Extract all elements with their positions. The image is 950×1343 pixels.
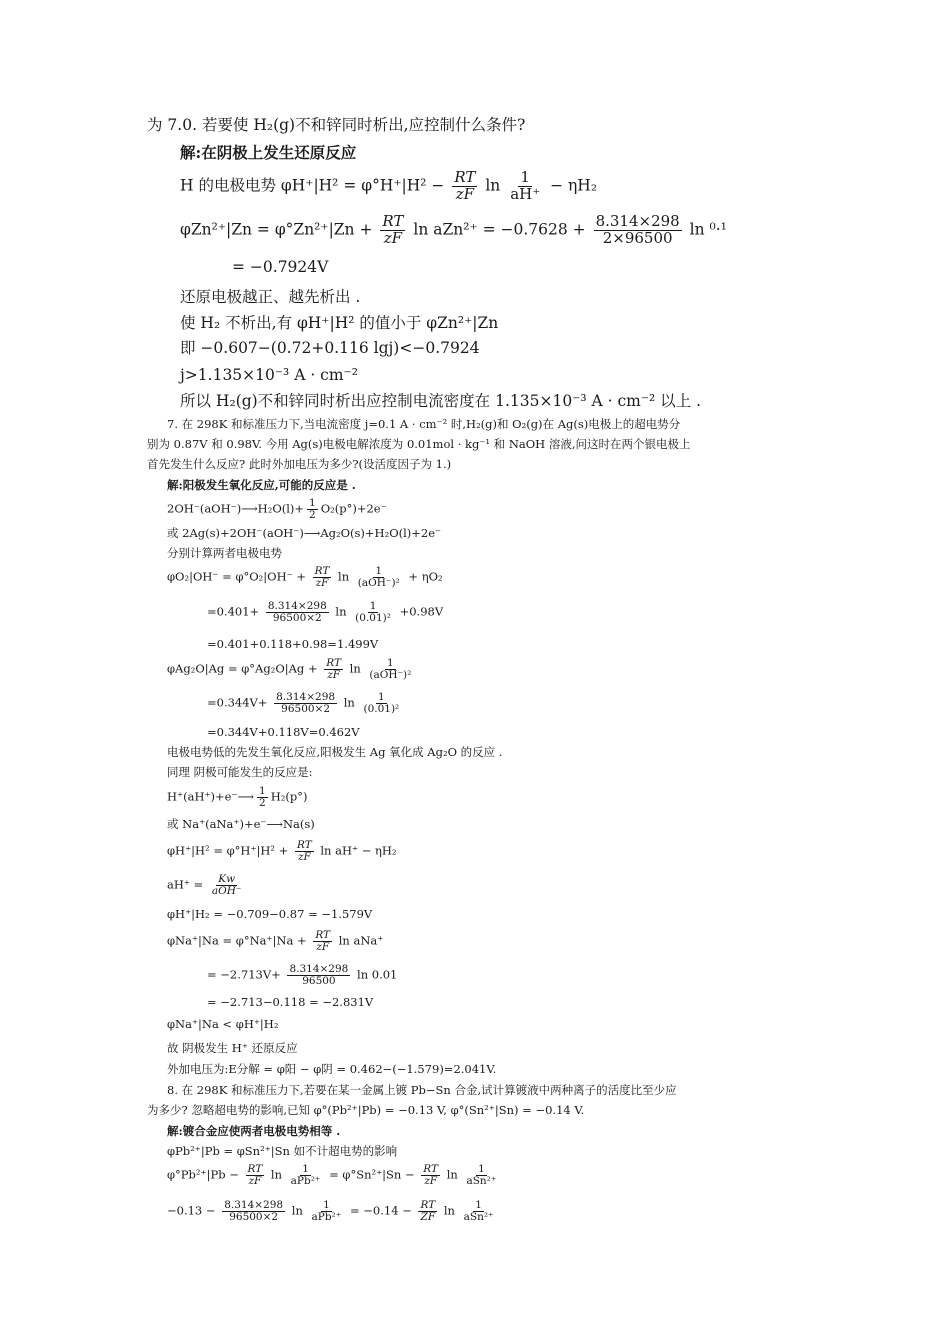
q8-nernst-equality: φ°Pb²⁺|Pb − $\frac{RT}{zF}$ ln $\frac{1}{\text{aPb²⁺}}$ = φ°Sn²⁺|Sn − $\frac{RT}{zF}$ ln $\frac{1}{\text{aSn²⁺}}$ [167, 1163, 497, 1188]
zn-potential-result: = −0.7924V [232, 258, 329, 276]
q7-cathode-reaction-2: 或 Na⁺(aNa⁺)+e⁻⟶Na(s) [167, 817, 315, 831]
q7-ag-potential: φAg₂O|Ag = φ°Ag₂O|Ag + $\frac{RT}{zF}$ ln $\frac{1}{\text{(aOH⁻)²}}$ [167, 657, 412, 682]
q8-numeric-equality: −0.13 − $\frac{8.314\times 298}{96500\times 2}$ ln $\frac{1}{\text{aPb²⁺}}$ = −0.14 − $\frac{RT}{ZF}$ ln $\frac{1}{\text{aSn²⁺}}$ [167, 1199, 494, 1224]
q7-potential-comparison: φNa⁺|Na < φH⁺|H₂ [167, 1017, 279, 1031]
q7-cathode-conclusion: 故 阴极发生 H⁺ 还原反应 [167, 1041, 298, 1055]
q7-o2-potential: φO₂|OH⁻ = φ°O₂|OH⁻ + $\frac{RT}{zF}$ ln $\frac{1}{\text{(aOH⁻)²}}$ + ηO₂ [167, 565, 443, 590]
q7-text-line-1: 7. 在 298K 和标准压力下,当电流密度 j=0.1 A · cm⁻² 时,H₂(g)和 O₂(g)在 Ag(s)电极上的超电势分 [167, 417, 681, 431]
q7-calc-heading: 分别计算两者电极电势 [167, 546, 282, 560]
zn-potential-equation: φZn²⁺|Zn = φ°Zn²⁺|Zn + $\frac{RT}{zF}$ ln aZn²⁺ = −0.7628 + $\frac{8.314\times 298}{2\times 96500}$ ln ⁰·¹ [180, 212, 727, 247]
q7-o2-step-2: =0.401+0.118+0.98=1.499V [207, 637, 379, 651]
q7-text-line-3: 首先发生什么反应? 此时外加电压为多少?(设活度因子为 1.) [147, 457, 452, 471]
q7-text-line-2: 别为 0.87V 和 0.98V. 今用 Ag(s)电极电解浓度为 0.01mol · kg⁻¹ 和 NaOH 溶液,问这时在两个银电极上 [147, 437, 691, 451]
intro-line: 为 7.0. 若要使 H₂(g)不和锌同时析出,应控制什么条件? [147, 116, 526, 134]
q7-na-potential: φNa⁺|Na = φ°Na⁺|Na + $\frac{RT}{zF}$ ln aNa⁺ [167, 929, 384, 954]
condition-line: 使 H₂ 不析出,有 φH⁺|H² 的值小于 φZn²⁺|Zn [180, 314, 499, 332]
q7-anode-reaction-2: 或 2Ag(s)+2OH⁻(aOH⁻)⟶Ag₂O(s)+H₂O(l)+2e⁻ [167, 526, 442, 540]
q7-ag-step-2: =0.344V+0.118V=0.462V [207, 725, 360, 739]
solution-heading: 解:在阴极上发生还原反应 [180, 143, 357, 162]
conclusion-line: 所以 H₂(g)不和锌同时析出应控制电流密度在 1.135×10⁻³ A · cm⁻² 以上 . [180, 392, 702, 410]
q7-na-step-2: = −2.713−0.118 = −2.831V [207, 995, 374, 1009]
q7-na-step-1: = −2.713V+ $\frac{8.314\times 298}{96500}$ ln 0.01 [207, 963, 398, 988]
q7-cathode-reaction-1: H⁺(aH⁺)+e⁻⟶ $\frac{1}{2}$ H₂(p°) [167, 785, 308, 810]
q7-anode-reaction-1: 2OH⁻(aOH⁻)⟶H₂O(l)+ $\frac{1}{2}$ O₂(p°)+2e⁻ [167, 497, 387, 522]
reduction-rule: 还原电极越正、越先析出 . [180, 288, 361, 306]
q7-applied-voltage: 外加电压为:E分解 = φ阳 − φ阴 = 0.462−(−1.579)=2.041V. [167, 1062, 497, 1076]
h-potential-equation: H 的电极电势 φH⁺|H² = φ°H⁺|H² − $\frac{RT}{zF}$ ln $\frac{1}{aH^+}$ − ηH₂ [180, 168, 598, 203]
q7-anode-conclusion: 电极电势低的先发生氧化反应,阳极发生 Ag 氧化成 Ag₂O 的反应 . [167, 745, 503, 759]
q8-text-line-2: 为多少? 忽略超电势的影响,已知 φ°(Pb²⁺|Pb) = −0.13 V, φ°(Sn²⁺|Sn) = −0.14 V. [147, 1103, 585, 1117]
q8-solution-heading: 解:镀合金应使两者电极电势相等 . [167, 1124, 341, 1138]
q7-ag-step-1: =0.344V+ $\frac{8.314\times 298}{96500\times 2}$ ln $\frac{1}{\text{(0.01)²}}$ [207, 691, 400, 716]
inequality-line: 即 −0.607−(0.72+0.116 lgj)<−0.7924 [180, 339, 480, 357]
q7-h-potential: φH⁺|H² = φ°H⁺|H² + $\frac{RT}{zF}$ ln aH⁺ − ηH₂ [167, 839, 397, 864]
q7-ah-expression: aH⁺ = $\frac{Kw}{\text{aOH⁻}}$ [167, 873, 242, 898]
q7-solution-heading: 解:阳极发生氧化反应,可能的反应是 . [167, 478, 356, 492]
j-result: j>1.135×10⁻³ A · cm⁻² [180, 366, 358, 384]
q7-cathode-heading: 同理 阴极可能发生的反应是: [167, 765, 313, 779]
q7-h-value: φH⁺|H₂ = −0.709−0.87 = −1.579V [167, 907, 373, 921]
q8-equality-line: φPb²⁺|Pb = φSn²⁺|Sn 如不计超电势的影响 [167, 1144, 398, 1158]
q7-o2-step-1: =0.401+ $\frac{8.314\times 298}{96500\times 2}$ ln $\frac{1}{\text{(0.01)²}}$ +0.98V [207, 600, 444, 625]
q8-text-line-1: 8. 在 298K 和标准压力下,若要在某一金属上镀 Pb−Sn 合金,试计算镀液中两种离子的活度比至少应 [167, 1083, 677, 1097]
